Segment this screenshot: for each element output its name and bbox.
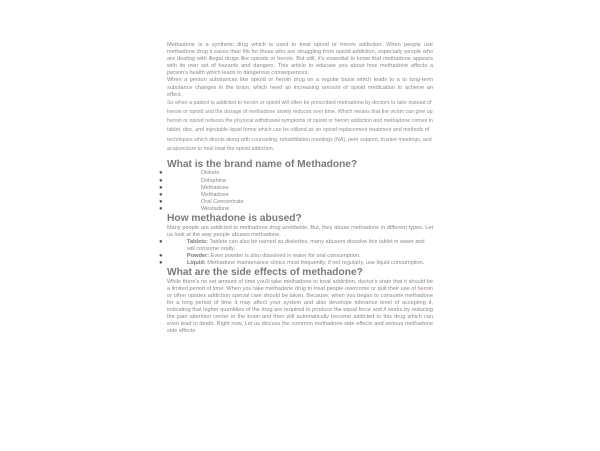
article-column [159, 42, 433, 335]
list-item: ● Oral Concentrate [159, 198, 244, 205]
intro-paragraph-3: So when a patient is addicted to heroin or opioid will often be prescribed methadone by doctors to take instead of heroin or opioid and the dosage of methadone slowly reduces over time. Which means that the victim can give up heroin or opioid reduces the physical withdrawal symptoms of opioid or heroin addiction and methadone comes in tablet, disc, and injectable liquid forms which can be utilized as an opioid replacement treatment and methods of techniques which directs along with counseling, rehabilitation meetings (NA), peer support, trustee meetings, and acupuncture to heal treat the opioid addiction. [167, 99, 433, 152]
abuse-lead-paragraph: Many people are addicted to methadone drug worldwide. But, they abuse methadone in different types. Let us look at the way people abuses methadone. [167, 224, 433, 238]
list-item: ● Diskets [159, 170, 220, 177]
list-item: ● Methadose [159, 191, 229, 198]
brand-name-list [159, 170, 433, 213]
side-effects-paragraph: While there's no set amount of time you'll take methadone to treat addiction, doctor's state that it should be a limited period of time. When you take methadone drug to treat people overcome or quit their use of heroin or other opiates addiction special care should be taken. Because, when you began to consume methadone for a long period of time it may affect your system and also develope tolerance level of accepting it, indicating that higher quantities of the drug are required to produce the equal force and it works by reducing the pain attention center in the brain and then will automatically become addicted to this drug which can even lead to death. Right now, Let us discuss the common methadone side effects and serious methadone side effects [167, 278, 433, 335]
bullet-icon: ● [159, 170, 163, 177]
list-item: ● Powder: Even powder is also dissolved in water for oral consumption. [159, 252, 361, 259]
intro-paragraph-2: When a person substances like opioid or heroin drug on a regular basis which leads to a to long-term substance changes in the brain, which need an increasing amount of opioid medication to achieve an effect. [167, 77, 433, 98]
bullet-icon: ● [159, 191, 163, 198]
list-item: ● Tablets: Tablets can also be named as diskettes, many abusers dissolve this tablet in water and will consume orally. [159, 238, 425, 252]
bullet-icon: ● [159, 252, 163, 259]
bullet-icon: ● [159, 260, 163, 266]
abuse-list [159, 238, 433, 267]
list-item: ● Liquid: Methadone maintenance clinics most frequently, if not regularly, use liquid consumption. [159, 260, 425, 266]
item-label: Liquid: [187, 260, 206, 266]
item-label: Powder: [187, 252, 210, 259]
heroin-link[interactable]: heroin [417, 285, 433, 292]
list-item: ● Dolophine [159, 177, 227, 184]
bullet-icon: ● [159, 177, 163, 184]
bullet-icon: ● [159, 198, 163, 205]
intro-paragraph-1: Methadone is a synthetic drug which is used to treat opioid or heroin addiction. When people use methadone drug it saves their life for those who are struggling from opioid addiction, especially people who are dealing with illegal drugs like opioids or heroin. But still, it's essential to know that methadone appears with its own set of hazards and dangers. This article to educate you about how methadone affects a person's health which leads to dangerous consequences. [167, 42, 433, 77]
list-item: ● Westadone [159, 205, 230, 212]
bullet-icon: ● [159, 205, 163, 212]
bullet-icon: ● [159, 184, 163, 191]
abuse-heading: How methadone is abused? [167, 213, 302, 225]
side-effects-heading: What are the side effects of methadone? [167, 267, 363, 279]
brand-name-heading: What is the brand name of Methadone? [167, 158, 358, 170]
item-label: Tablets: [187, 238, 209, 245]
list-item: ● Methadose [159, 184, 229, 191]
bullet-icon: ● [159, 238, 163, 245]
